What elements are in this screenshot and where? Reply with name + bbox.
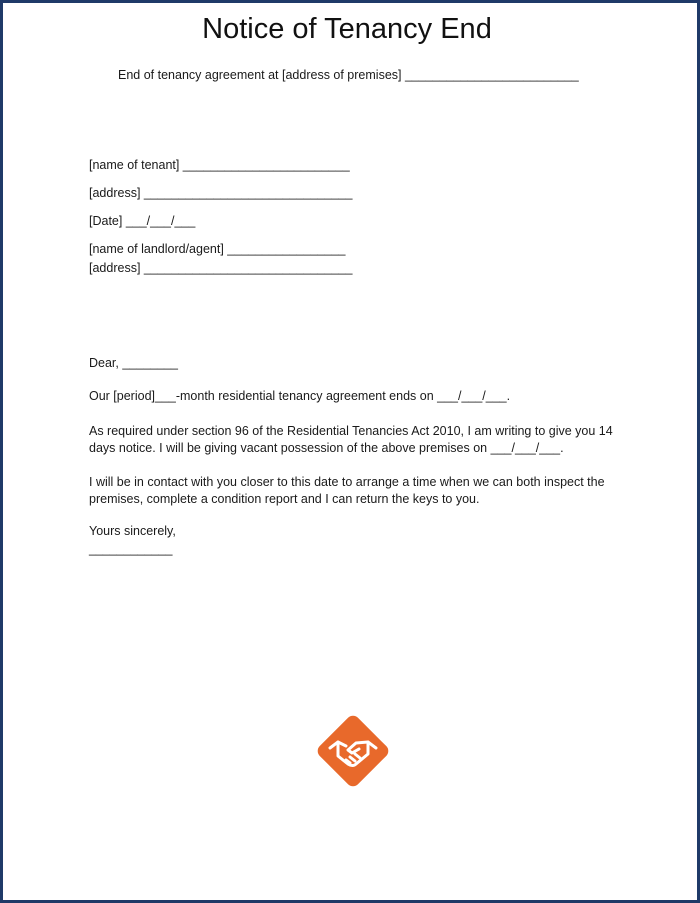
handshake-icon bbox=[312, 710, 394, 792]
tenant-address-line: [address] ______________________________ bbox=[89, 186, 353, 200]
landlord-name-line: [name of landlord/agent] _________________ bbox=[89, 242, 346, 256]
paragraph-inspection: I will be in contact with you closer to this date to arrange a time when we can both inspect the premises, complete a condition report and I can return the keys to you. bbox=[89, 475, 605, 506]
paragraph-period: Our [period]___-month residential tenancy agreement ends on ___/___/___. bbox=[89, 389, 511, 403]
document-title: Notice of Tenancy End bbox=[202, 13, 492, 45]
salutation: Dear, ________ bbox=[89, 356, 178, 370]
signature-line: ____________ bbox=[89, 542, 173, 556]
tenant-name-line: [name of tenant] ________________________ bbox=[89, 158, 350, 172]
paragraph-notice: As required under section 96 of the Residential Tenancies Act 2010, I am writing to give you 14 days notice. I will be giving vacant possession of the above premises on ___/___/___. bbox=[89, 424, 613, 455]
agreement-address-line: End of tenancy agreement at [address of premises] _________________________ bbox=[118, 68, 579, 82]
landlord-address-line: [address] ______________________________ bbox=[89, 261, 353, 275]
date-line: [Date] ___/___/___ bbox=[89, 214, 196, 228]
closing: Yours sincerely, bbox=[89, 524, 176, 538]
